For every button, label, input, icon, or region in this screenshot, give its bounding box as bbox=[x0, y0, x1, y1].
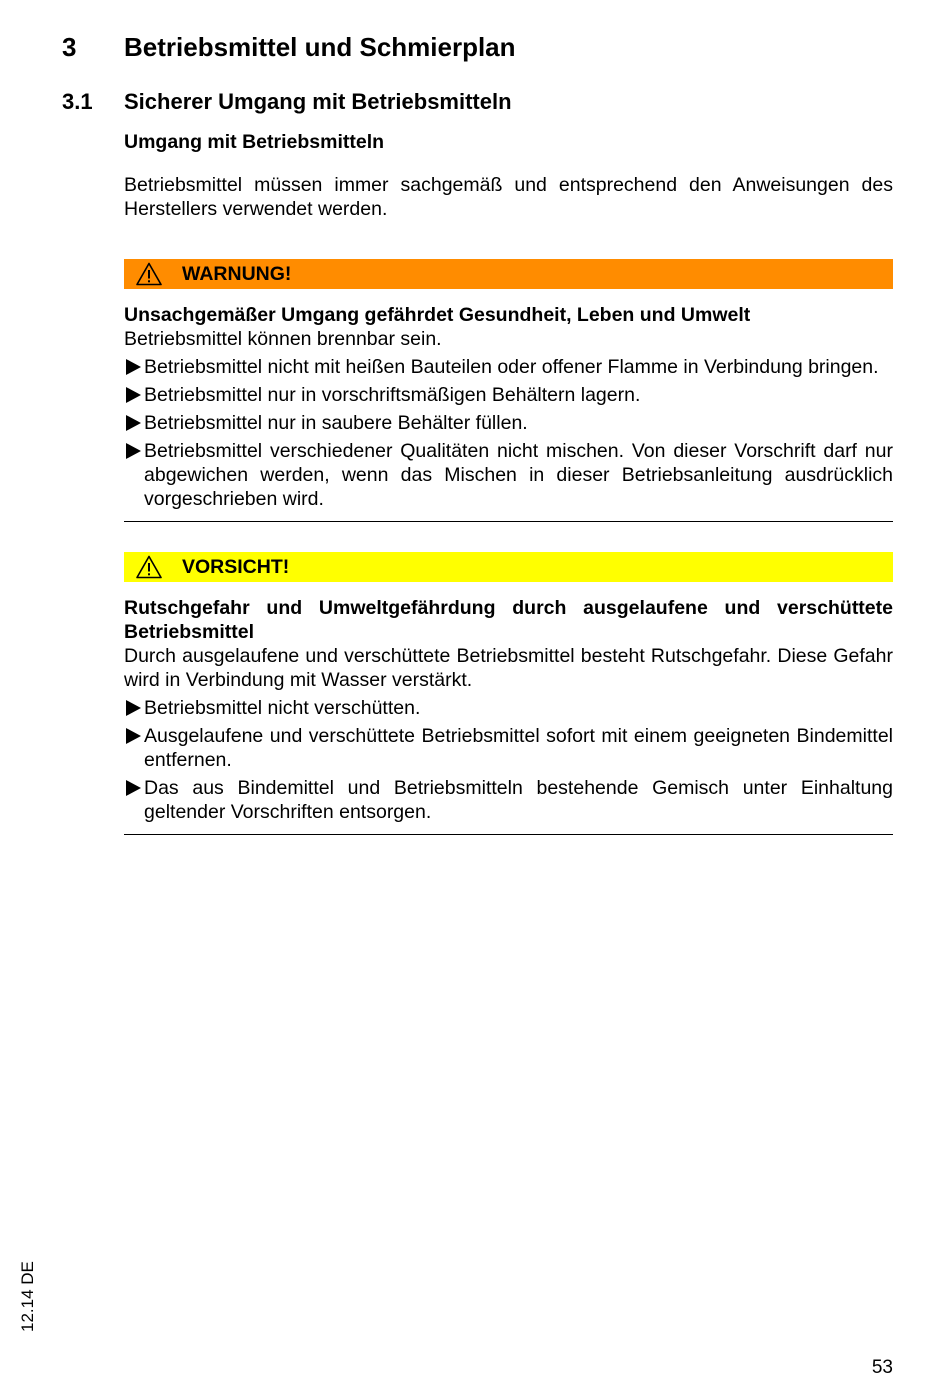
main-content bbox=[124, 130, 893, 835]
caution-title: Rutschgefahr und Umweltgefährdung durch ausgelaufene und verschüttete Betriebsmittel bbox=[124, 597, 893, 643]
bullet-arrow-icon bbox=[126, 415, 141, 431]
warning-box bbox=[124, 259, 893, 522]
warning-bar bbox=[124, 259, 893, 289]
list-item bbox=[124, 355, 893, 379]
list-item bbox=[124, 439, 893, 511]
warning-text: Betriebsmittel können brennbar sein. bbox=[124, 328, 442, 350]
warning-triangle-icon bbox=[136, 555, 162, 579]
section-heading bbox=[62, 88, 512, 116]
page-number: 53 bbox=[871, 1357, 893, 1378]
caution-bullet-list bbox=[124, 696, 893, 824]
list-item bbox=[124, 411, 893, 435]
caution-label: VORSICHT! bbox=[182, 555, 290, 578]
section-number: 3.1 bbox=[62, 89, 93, 114]
edition-label: 12.14 DE bbox=[18, 1261, 37, 1332]
warning-triangle-icon bbox=[136, 262, 162, 286]
list-item bbox=[124, 696, 893, 720]
list-item-text: Betriebsmittel nur in vorschriftsmäßigen Behältern lagern. bbox=[144, 384, 641, 406]
intro-text: Betriebsmittel müssen immer sachgemäß und entsprechend den Anweisungen des Herstellers verwendet werden. bbox=[124, 174, 893, 220]
list-item bbox=[124, 776, 893, 824]
bullet-arrow-icon bbox=[126, 443, 141, 459]
bullet-arrow-icon bbox=[126, 700, 141, 716]
caution-bar bbox=[124, 552, 893, 582]
warning-title: Unsachgemäßer Umgang gefährdet Gesundheit, Leben und Umwelt bbox=[124, 304, 751, 326]
list-item bbox=[124, 383, 893, 407]
subsection-title: Umgang mit Betriebsmitteln bbox=[124, 131, 385, 153]
caution-divider bbox=[124, 834, 893, 835]
list-item-text: Betriebsmittel nicht verschütten. bbox=[144, 697, 421, 719]
warning-label: WARNUNG! bbox=[182, 262, 292, 285]
warning-divider bbox=[124, 521, 893, 522]
caution-text: Durch ausgelaufene und verschüttete Betriebsmittel besteht Rutschgefahr. Diese Gefahr wird in Verbindung mit Wasser verstärkt. bbox=[124, 645, 893, 691]
list-item-text: Betriebsmittel nur in saubere Behälter füllen. bbox=[144, 412, 528, 434]
list-item bbox=[124, 724, 893, 772]
chapter-title: Betriebsmittel und Schmierplan bbox=[124, 32, 516, 62]
bullet-arrow-icon bbox=[126, 780, 141, 796]
list-item-text: Das aus Bindemittel und Betriebsmitteln bestehende Gemisch unter Einhaltung geltender Vorschriften entsorgen. bbox=[144, 777, 893, 823]
list-item-text: Betriebsmittel nicht mit heißen Bauteilen oder offener Flamme in Verbindung bringen. bbox=[144, 356, 879, 378]
list-item-text: Betriebsmittel verschiedener Qualitäten nicht mischen. Von dieser Vorschrift darf nur abgewichen werden, wenn das Mischen in dieser Betriebsanleitung ausdrücklich vorgeschrieben wird. bbox=[144, 440, 893, 510]
chapter-heading bbox=[62, 30, 516, 64]
list-item-text: Ausgelaufene und verschüttete Betriebsmittel sofort mit einem geeigneten Bindemittel entfernen. bbox=[144, 725, 893, 771]
bullet-arrow-icon bbox=[126, 359, 141, 375]
section-title: Sicherer Umgang mit Betriebsmitteln bbox=[124, 89, 512, 114]
warning-bullet-list bbox=[124, 355, 893, 511]
bullet-arrow-icon bbox=[126, 387, 141, 403]
caution-box bbox=[124, 552, 893, 835]
chapter-number: 3 bbox=[62, 32, 77, 62]
bullet-arrow-icon bbox=[126, 728, 141, 744]
